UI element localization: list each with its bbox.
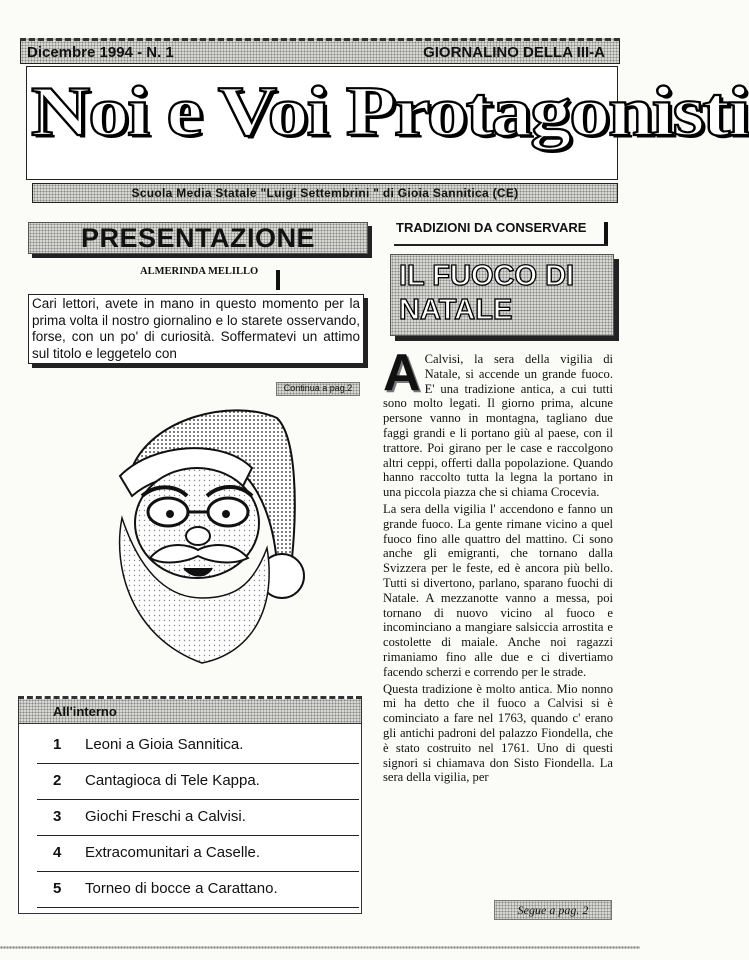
article-paragraph [383,344,613,500]
article-paragraph-text: Calvisi, la sera della vigilia di Natale, si accende un grande fuoco. E' una tradizione antica, a cui tutti sono molto legati. Il giorno prima, alcune persone vanno in montagna, tagliano due faggi grandi e li portano giù al paese, con il trattore. Poi girano per le case e raccolgono altri ceppi, offerti dalla popolazione. Quando hanno raccolto tutta la legna la portano in una piccola piazza che si chiama Crocevia. [383,352,613,500]
article-continue-box [494,900,612,920]
section-underline [394,244,608,246]
masthead-title-box [26,66,749,180]
item-number: 1 [53,736,62,753]
article-continue: Segue a pag. 2 [517,903,589,917]
santa-claus-illustration [92,398,322,678]
item-title: Cantagioca di Tele Kappa. [85,772,260,789]
presentation-continue: Continua a pag.2 [283,383,353,393]
article-title: IL FUOCO DI NATALE [399,260,575,326]
school-bar [32,183,618,203]
bottom-rule [0,946,640,949]
item-title: Leoni a Gioia Sannitica. [85,736,244,753]
inside-heading-bar [19,699,361,724]
list-item [37,763,359,800]
article-body [383,344,613,892]
article-paragraph: La sera della vigilia l' accendono e fanno un grande fuoco. La gente rimane vicino a quel fuoco fino alle quattro del mattino. Ci sono anche gli emigranti, che tornano dalla Svizzera per le feste, ed è ancora più bello. Tutti si divertono, parlano, sparano fuochi di Natale. A mezzanotte vanno a messa, poi tornano di nuovo vicino al fuoco e incominciano a mangiare salsiccia arrostita e costolette di maiale. Anche noi ragazzi rimaniamo fino alle due e ci divertiamo facendo scherzi e correndo per le strade. [383,501,613,679]
list-item [37,835,359,872]
item-number: 2 [53,772,62,789]
presentation-text: Cari lettori, avete in mano in questo momento per la prima volta il nostro giornalino e lo starete osservando, forse, con un po' di curiosità. Soffermatevi un attimo sul titolo e leggetelo con [32,296,360,361]
item-number: 4 [53,844,62,861]
section-label: TRADIZIONI DA CONSERVARE [396,220,587,235]
paper-name: GIORNALINO DELLA III-A [423,44,605,61]
section-divider-bar [604,222,608,244]
list-item [37,727,359,764]
article-title-box [390,254,614,336]
list-item [37,871,359,908]
item-title: Giochi Freschi a Calvisi. [85,808,246,825]
drop-cap: A [383,344,421,402]
item-title: Extracomunitari a Caselle. [85,844,261,861]
issue-date: Dicembre 1994 - N. 1 [27,44,174,61]
presentation-heading-box [28,222,368,254]
item-title: Torneo di bocce a Carattano. [85,880,278,897]
item-number: 5 [53,880,62,897]
presentation-heading: PRESENTAZIONE [80,223,316,253]
item-number: 3 [53,808,62,825]
inside-heading: All'interno [53,704,117,719]
list-item [37,799,359,836]
masthead-top-bar [20,38,620,64]
newspaper-title: Noi e Voi Protagonisti [31,72,749,151]
presentation-continue-box [276,382,360,396]
presentation-author: ALMERINDA MELILLO [140,266,259,277]
school-name: Scuola Media Statale "Luigi Settembrini " di Gioia Sannitica (CE) [131,186,519,200]
presentation-text-box [28,294,364,364]
article-paragraph: Questa tradizione è molto antica. Mio nonno mi ha detto che il fuoco a Calvisi si è cominciato a fare nel 1763, quando c' erano gli antichi padroni del palazzo Fiondella, che è stato costruito nel 1761. Uno di questi signori si chiamava don Sisto Fiondella. La sera della vigilia, per [383,681,613,785]
author-divider [276,270,280,290]
inside-contents-box [18,696,362,914]
